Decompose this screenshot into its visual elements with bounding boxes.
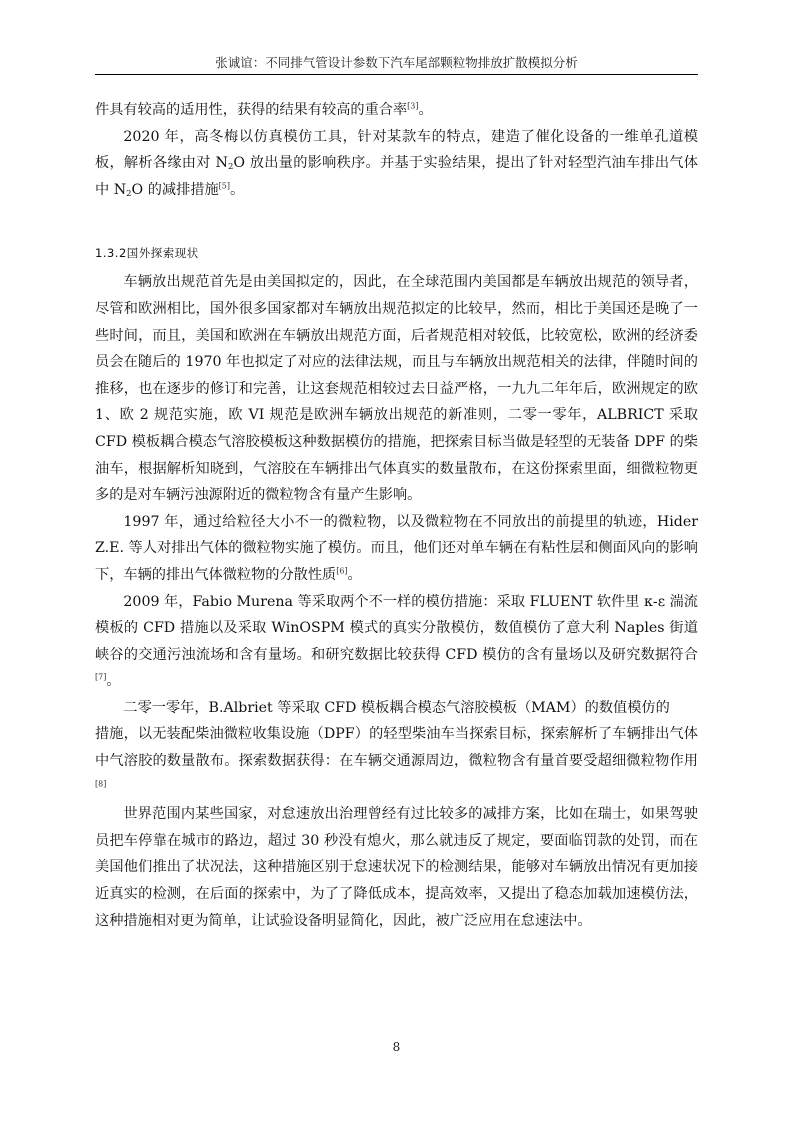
document-body — [95, 97, 698, 934]
paragraph-tail: 。 — [229, 181, 245, 198]
paragraph-text: 件具有较高的适用性，获得的结果有较高的重合率 — [95, 102, 408, 118]
header-divider — [95, 74, 698, 75]
paragraph — [95, 589, 698, 695]
paragraph — [95, 269, 698, 508]
paragraph — [95, 509, 698, 589]
citation-ref: [7] — [95, 672, 107, 682]
paragraph — [95, 124, 698, 204]
citation-ref: [8] — [95, 778, 107, 788]
paragraph-text: O 放出量的影响秩序。并基于实验结果，提出了针对轻型汽油车排出气体中 N — [95, 155, 698, 198]
paragraph-tail: 。 — [418, 102, 433, 118]
paragraph — [95, 721, 698, 801]
subscript: 2 — [227, 162, 234, 173]
citation-ref: [3] — [407, 101, 419, 111]
paragraph-text: 二零一零年，B.Albriet 等采取 CFD 模板耦合模态气溶胶模板（MAM）的数值模仿的 — [123, 699, 670, 716]
paragraph-text: 世界范围内某些国家，对怠速放出治理曾经有过比较多的减排方案，比如在瑞士，如果驾驶员把车停靠在城市的路边，超过 30 秒没有熄火，那么就违反了规定，要面临罚款的处罚，而在美国他们推出了状况法，这种措施区别于怠速状况下的检测结果，能够对车辆放出情况有更加接近真实的检测，在后面的探索中，为了了降低成本，提高效率，又提出了稳态加载加速模仿法，这种措施相对更为简单，让试验设备明显简化，因此，被广泛应用在怠速法中。 — [95, 806, 698, 929]
page-number: 8 — [392, 1040, 401, 1054]
paragraph — [95, 801, 698, 934]
section-heading: 1.3.2国外探索现状 — [95, 246, 199, 261]
subscript: 2 — [126, 188, 132, 199]
paragraph — [95, 695, 698, 722]
citation-ref: [5] — [218, 181, 230, 191]
paragraph-text: O 的减排措施 — [131, 181, 219, 198]
paragraph-text: 1997 年，通过给粒径大小不一的微粒物，以及微粒物在不同放出的前提里的轨迹，Hider Z.E. 等人对排出气体的微粒物实施了模仿。而且，他们还对单车辆在有粘性层和侧面风向的影响下，车辆的排出气体微粒物的分散性质 — [95, 513, 698, 583]
paragraph — [95, 97, 698, 124]
paragraph-tail: 。 — [106, 673, 121, 690]
paragraph-tail: 。 — [347, 566, 362, 583]
paragraph-text: 2009 年，Fabio Murena 等采取两个不一样的模仿措施：采取 FLUENT 软件里 κ-ε 湍流模板的 CFD 措施以及采取 WinOSPM 模式的真实分散模仿，数值模仿了意大利 Naples 街道峡谷的交通污浊流场和含有量场。和研究数据比较获得 CFD 模仿的含有量场以及研究数据符合 — [95, 593, 698, 663]
citation-ref: [6] — [336, 566, 348, 576]
paragraph-text: 2020 年，高冬梅以仿真模仿工具，针对某款车的特点，建造了催化设备的一维单孔道模板，解析各缘由对 N — [95, 128, 698, 172]
running-header: 张诚谊：不同排气管设计参数下汽车尾部颗粒物排放扩散模拟分析 — [215, 55, 578, 70]
paragraph-text: 车辆放出规范首先是由美国拟定的，因此，在全球范围内美国都是车辆放出规范的领导者，尽管和欧洲相比，国外很多国家都对车辆放出规范拟定的比较早，然而，相比于美国还是晚了一些时间，而且，美国和欧洲在车辆放出规范方面，后者规范相对较低，比较宽松，欧洲的经济委员会在随后的 1970 年也拟定了对应的法律法规，而且与车辆放出规范相关的法律，伴随时间的推移，也在逐步的修订和完善，让这套规范相较过去日益严格，一九九二年年后，欧洲规定的欧 1、欧 2 规范实施，欧 VI 规范是欧洲车辆放出规范的新准则，二零一零年，ALBRICT 采取 CFD 模板耦合模态气溶胶模板这种数据模仿的措施，把探索目标当做是轻型的无装备 DPF 的柴油车，根据解析知晓到，气溶胶在车辆排出气体真实的数量散布，在这份探索里面，细微粒物更多的是对车辆污浊源附近的微粒物含有量产生影响。 — [95, 274, 698, 504]
paragraph-text: 措施，以无装配柴油微粒收集设施（DPF）的轻型柴油车当探索目标，探索解析了车辆排出气体中气溶胶的数量散布。探索数据获得：在车辆交通源周边，微粒物含有量首要受超细微粒物作用 — [95, 726, 698, 770]
